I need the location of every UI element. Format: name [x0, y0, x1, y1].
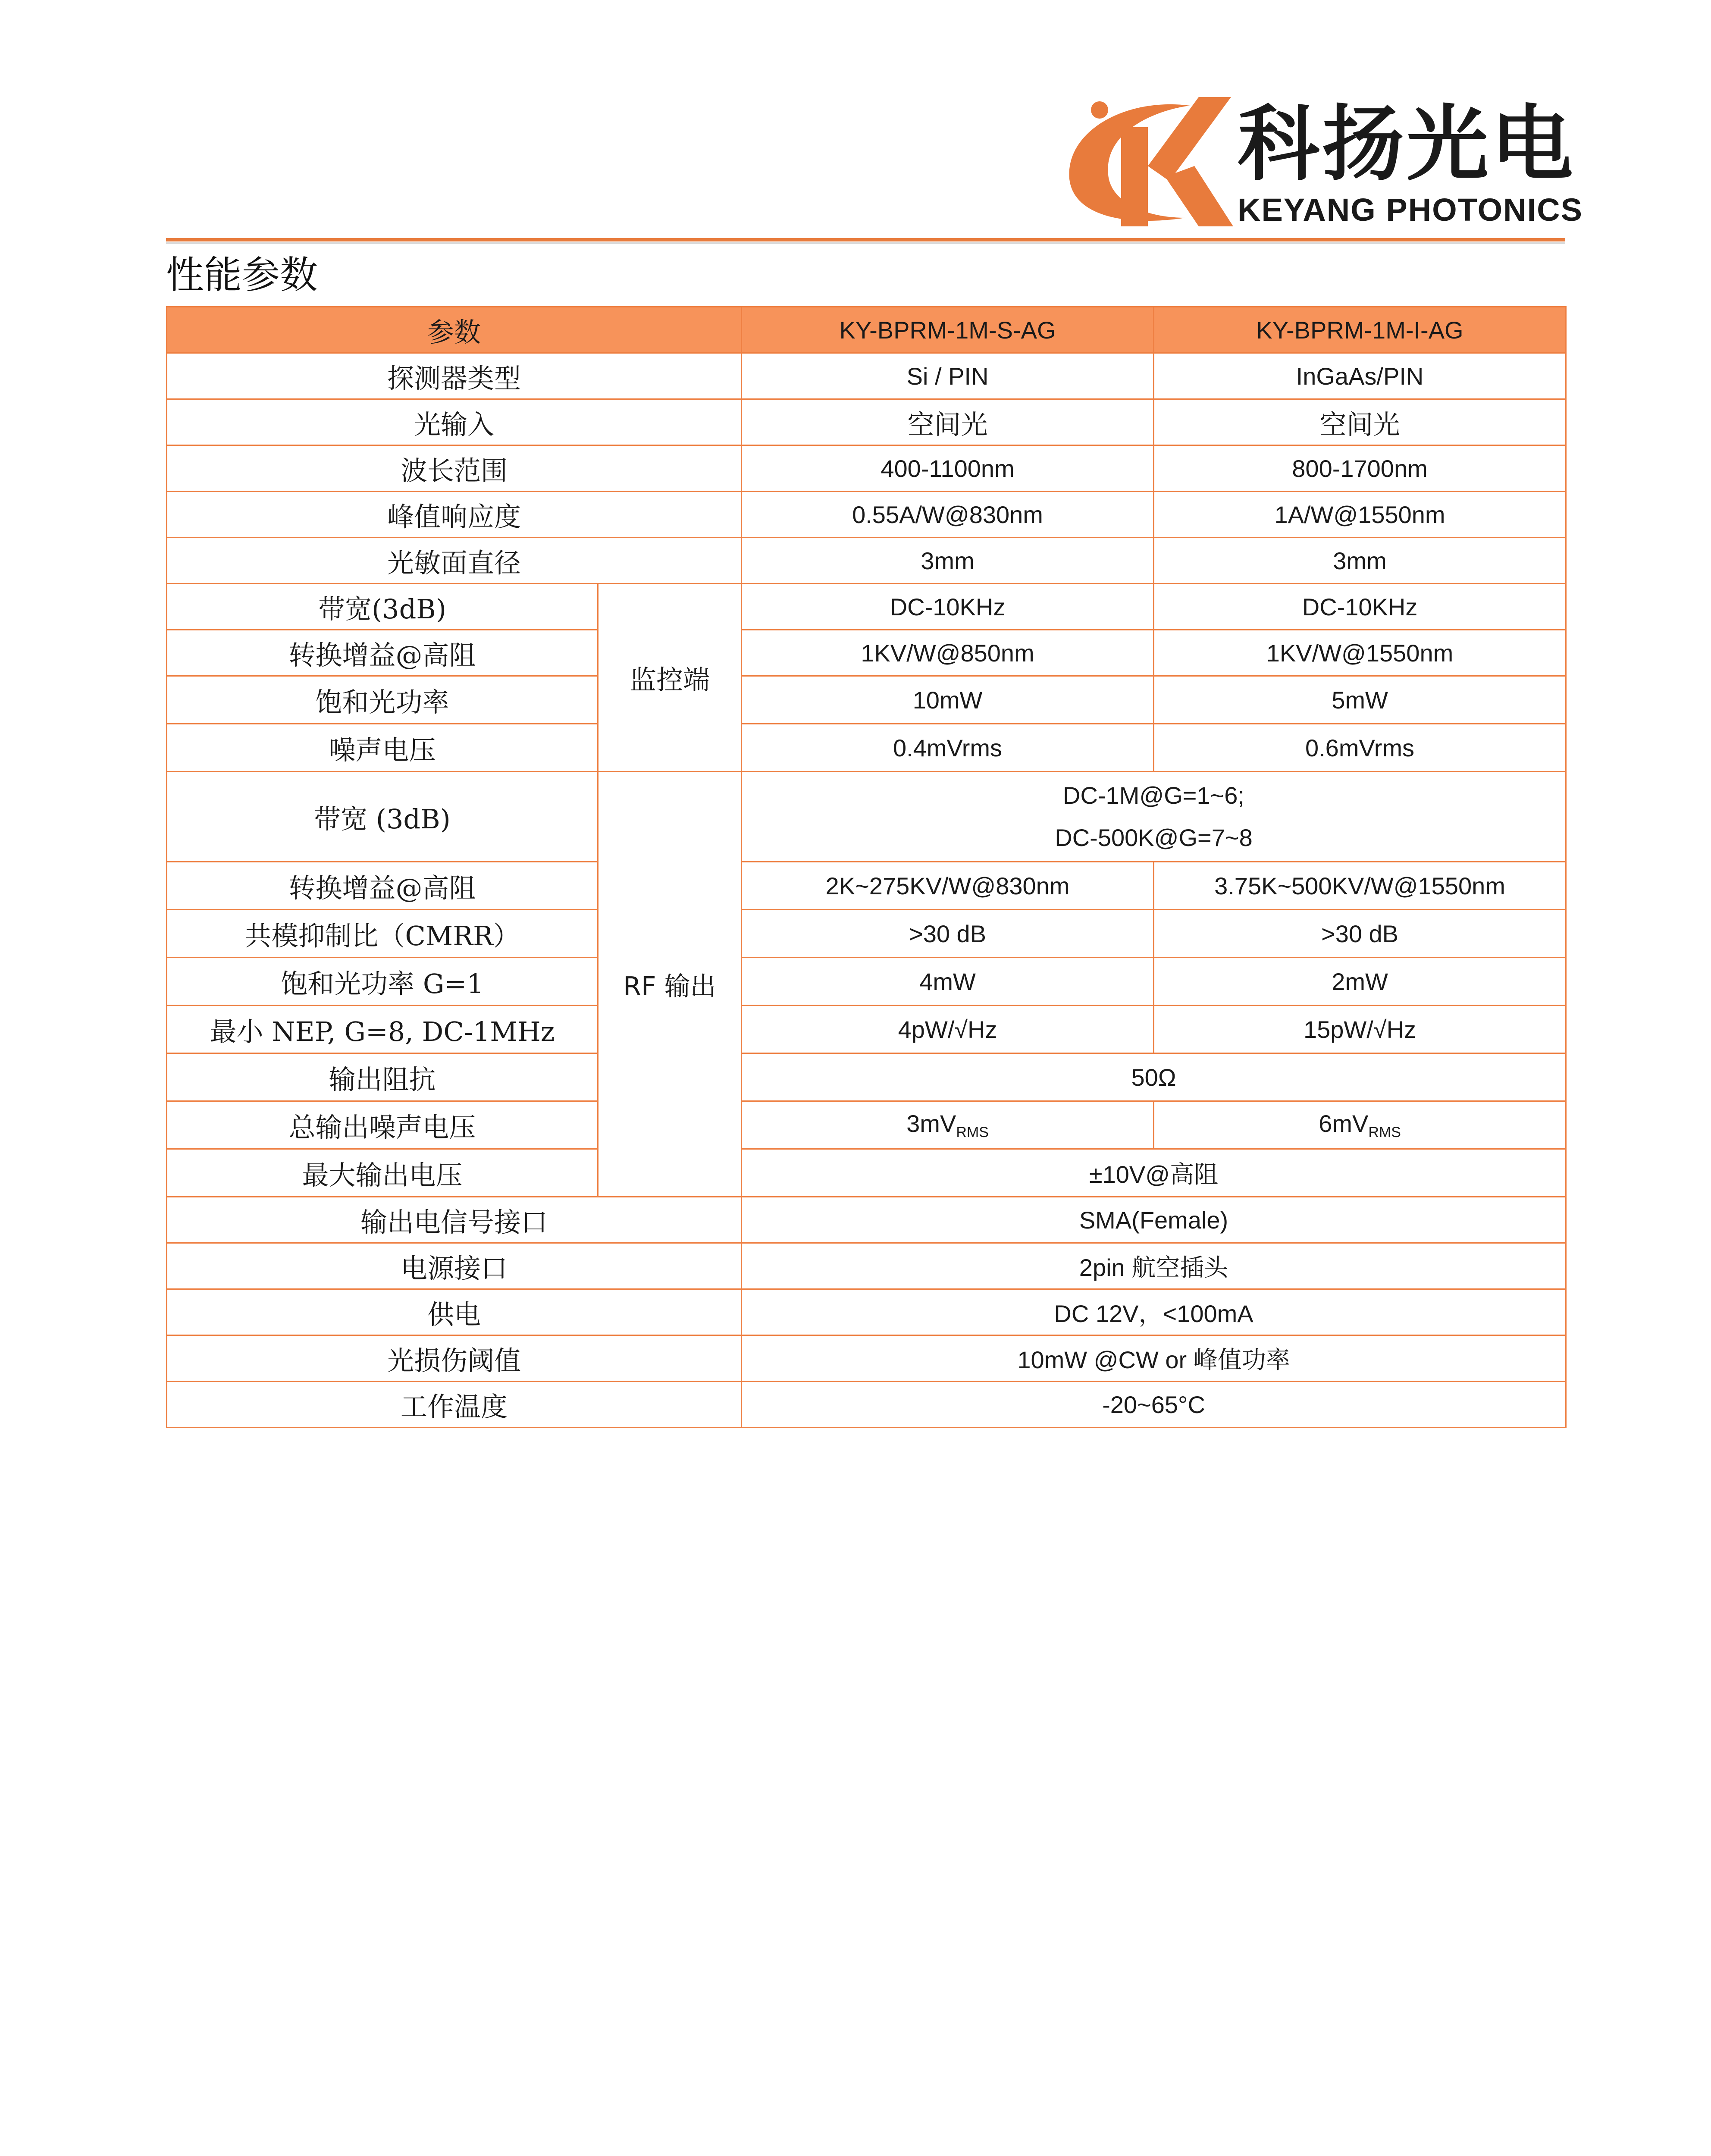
- cell-i: 5mW: [1154, 676, 1566, 724]
- row-label: 光损伤阈值: [167, 1335, 742, 1382]
- cell-s: 1KV/W@850nm: [742, 630, 1154, 676]
- table-row: [167, 676, 1566, 724]
- header-divider-shadow: [166, 242, 1565, 244]
- cell-s: 10mW: [742, 676, 1154, 724]
- cell-s: 4pW/√Hz: [742, 1006, 1154, 1053]
- rf-bandwidth-line1: DC-1M@G=1~6;: [1063, 782, 1244, 809]
- cell-i: 2mW: [1154, 958, 1566, 1006]
- table-row: [167, 399, 1566, 445]
- row-label: 输出电信号接口: [167, 1197, 742, 1243]
- row-label: 饱和光功率: [167, 676, 598, 724]
- cell-i: [1154, 1101, 1566, 1149]
- cell-s: 0.55A/W@830nm: [742, 492, 1154, 538]
- noise-value-s: 3mV: [906, 1109, 956, 1137]
- table-row: [167, 1243, 1566, 1289]
- row-label: 峰值响应度: [167, 492, 742, 538]
- cell-s: 2K~275KV/W@830nm: [742, 862, 1154, 910]
- cell-i: InGaAs/PIN: [1154, 353, 1566, 399]
- row-label: 工作温度: [167, 1382, 742, 1428]
- cell-s: 4mW: [742, 958, 1154, 1006]
- cell-s: 3mm: [742, 538, 1154, 584]
- row-label: 总输出噪声电压: [167, 1101, 598, 1149]
- noise-unit-sub-i: RMS: [1368, 1124, 1401, 1141]
- table-row: [167, 584, 1566, 630]
- row-label: 带宽(3dB): [167, 584, 598, 630]
- cell-i: 800-1700nm: [1154, 445, 1566, 492]
- table-row: [167, 772, 1566, 862]
- row-label: 最小 NEP, G=8, DC-1MHz: [167, 1006, 598, 1053]
- cell-i: 1KV/W@1550nm: [1154, 630, 1566, 676]
- noise-unit-sub-s: RMS: [956, 1124, 989, 1141]
- cell-merged: 10mW @CW or 峰值功率: [742, 1335, 1566, 1382]
- section-title: 性能参数: [166, 253, 318, 297]
- table-row: [167, 445, 1566, 492]
- cell-s: 400-1100nm: [742, 445, 1154, 492]
- cell-merged: [742, 772, 1566, 862]
- row-label: 带宽 (3dB): [167, 772, 598, 862]
- noise-value-i: 6mV: [1319, 1109, 1369, 1137]
- table-row: [167, 1335, 1566, 1382]
- table-row: [167, 862, 1566, 910]
- cell-merged: SMA(Female): [742, 1197, 1566, 1243]
- cell-merged: ±10V@高阻: [742, 1149, 1566, 1197]
- row-label: 共模抑制比（CMRR）: [167, 910, 598, 958]
- cell-s: DC-10KHz: [742, 584, 1154, 630]
- cell-s: 空间光: [742, 399, 1154, 445]
- group-label-rf: RF 输出: [598, 772, 742, 1197]
- row-label: 最大输出电压: [167, 1149, 598, 1197]
- row-label: 探测器类型: [167, 353, 742, 399]
- header-model-i: KY-BPRM-1M-I-AG: [1154, 307, 1566, 353]
- table-header-row: [167, 307, 1566, 353]
- spec-table: [166, 306, 1567, 1428]
- cell-merged: DC 12V，<100mA: [742, 1289, 1566, 1335]
- brand-name-en: KEYANG PHOTONICS: [1238, 192, 1583, 228]
- row-label: 光敏面直径: [167, 538, 742, 584]
- row-label: 供电: [167, 1289, 742, 1335]
- rf-bandwidth-line2: DC-500K@G=7~8: [1055, 824, 1253, 851]
- cell-i: 1A/W@1550nm: [1154, 492, 1566, 538]
- row-label: 光输入: [167, 399, 742, 445]
- table-row: [167, 724, 1566, 772]
- row-label: 输出阻抗: [167, 1053, 598, 1101]
- row-label: 噪声电压: [167, 724, 598, 772]
- row-label: 转换增益@高阻: [167, 862, 598, 910]
- cell-i: 3mm: [1154, 538, 1566, 584]
- table-row: [167, 1053, 1566, 1101]
- table-row: [167, 1149, 1566, 1197]
- cell-merged: 50Ω: [742, 1053, 1566, 1101]
- row-label: 饱和光功率 G=1: [167, 958, 598, 1006]
- row-label: 电源接口: [167, 1243, 742, 1289]
- table-row: [167, 910, 1566, 958]
- group-label-monitor: 监控端: [598, 584, 742, 772]
- cell-s: 0.4mVrms: [742, 724, 1154, 772]
- cell-i: DC-10KHz: [1154, 584, 1566, 630]
- table-row: [167, 1289, 1566, 1335]
- table-row: [167, 492, 1566, 538]
- header-divider: [166, 238, 1565, 241]
- cell-merged: 2pin 航空插头: [742, 1243, 1566, 1289]
- row-label: 转换增益@高阻: [167, 630, 598, 676]
- cell-i: 0.6mVrms: [1154, 724, 1566, 772]
- cell-i: 15pW/√Hz: [1154, 1006, 1566, 1053]
- table-row: [167, 353, 1566, 399]
- table-row: [167, 1006, 1566, 1053]
- header-param: 参数: [167, 307, 742, 353]
- cell-i: 空间光: [1154, 399, 1566, 445]
- table-row: [167, 538, 1566, 584]
- cell-merged: -20~65°C: [742, 1382, 1566, 1428]
- header-model-s: KY-BPRM-1M-S-AG: [742, 307, 1154, 353]
- cell-s: >30 dB: [742, 910, 1154, 958]
- cell-s: Si / PIN: [742, 353, 1154, 399]
- table-row: [167, 630, 1566, 676]
- cell-i: 3.75K~500KV/W@1550nm: [1154, 862, 1566, 910]
- table-row: [167, 1101, 1566, 1149]
- table-row: [167, 1197, 1566, 1243]
- table-row: [167, 1382, 1566, 1428]
- cell-s: [742, 1101, 1154, 1149]
- row-label: 波长范围: [167, 445, 742, 492]
- brand-name-cn: 科扬光电: [1238, 97, 1576, 192]
- cell-i: >30 dB: [1154, 910, 1566, 958]
- table-row: [167, 958, 1566, 1006]
